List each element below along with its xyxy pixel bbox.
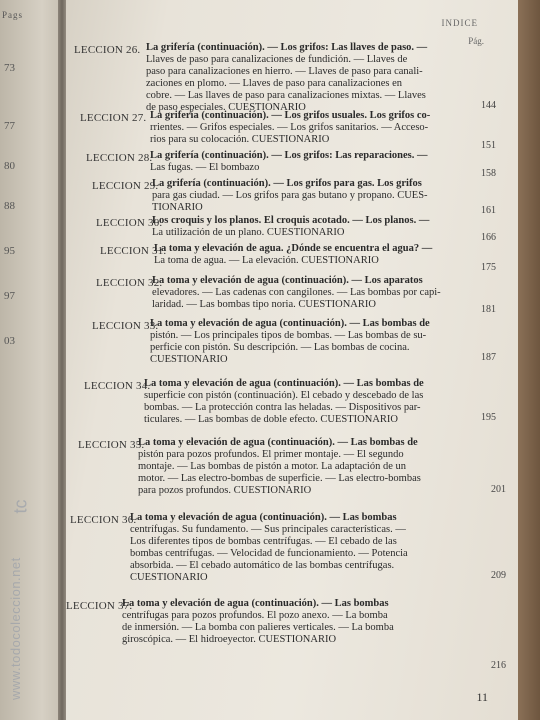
- left-page-number: 03: [4, 335, 15, 347]
- lesson-label: LECCION 28.: [86, 152, 153, 164]
- page-reference: 209: [491, 570, 506, 581]
- page-reference: 158: [481, 168, 496, 179]
- description-line: absorbida. — El cebado automático de las bombas centrífugas.: [130, 560, 395, 571]
- description-line: La toma de agua. — La elevación. CUESTIONARIO: [154, 255, 379, 266]
- lesson-label: LECCION 31.: [100, 245, 167, 257]
- description-line: cobre. — Las llaves de paso para canalizaciones mixtas. — Llaves: [146, 90, 426, 101]
- description-line: laridad. — Las bombas tipo noria. CUESTIONARIO: [152, 299, 376, 310]
- lesson-label: LECCION 32.: [96, 277, 163, 289]
- description-line: La toma y elevación de agua (continuación). — Las bombas de: [150, 318, 430, 329]
- description-line: rios para su colocación. CUESTIONARIO: [150, 134, 330, 145]
- description-line: para pozos profundos. CUESTIONARIO: [138, 485, 312, 496]
- lesson-description: [152, 178, 428, 214]
- lesson-description: [150, 110, 430, 146]
- lesson-label: LECCION 37.: [66, 600, 133, 612]
- lesson-description: [146, 42, 427, 114]
- left-page-number: 97: [4, 290, 15, 302]
- page-reference: 151: [481, 140, 496, 151]
- description-line: La toma y elevación de agua (continuación). — Los aparatos: [152, 275, 423, 286]
- description-line: Llaves de paso para canalizaciones de fundición. — Llaves de: [146, 54, 408, 65]
- description-line: zaciones en plomo. — Llaves de paso para canalizaciones en: [146, 78, 402, 89]
- lesson-label: LECCION 29.: [92, 180, 159, 192]
- description-line: TIONARIO: [152, 202, 203, 213]
- description-line: La grifería (continuación). — Los grifos para gas. Los grifos: [152, 178, 422, 189]
- description-line: La grifería (continuación). — Los grifos: Las llaves de paso. —: [146, 42, 428, 53]
- lesson-description: [144, 378, 424, 426]
- description-line: de inmersión. — La bomba con palieres verticales. — La bomba: [122, 622, 394, 633]
- left-page-number: 95: [4, 245, 15, 257]
- page-reference: 166: [481, 232, 496, 243]
- description-line: La toma y elevación de agua (continuación). — Las bombas de: [138, 437, 418, 448]
- description-line: La toma y elevación de agua. ¿Dónde se encuentra el agua? —: [154, 243, 433, 254]
- description-line: rrientes. — Grifos especiales. — Los grifos sanitarios. — Acceso-: [150, 122, 429, 133]
- description-line: para gas ciudad. — Los grifos para gas butano y propano. CUES-: [152, 190, 428, 201]
- watermark-text: www.todocoleccion.net: [8, 557, 23, 700]
- description-line: pistón para pozos profundos. El primer montaje. — El segundo: [138, 449, 404, 460]
- page-reference: 201: [491, 484, 506, 495]
- description-line: La grifería (continuación). — Los grifos: Las reparaciones. —: [150, 150, 428, 161]
- description-line: La grifería (continuación). — Los grifos usuales. Los grifos co-: [150, 110, 431, 121]
- description-line: de paso especiales. CUESTIONARIO: [146, 102, 306, 113]
- description-line: Los diferentes tipos de bombas centrífugas. — El cebado de las: [130, 536, 397, 547]
- lesson-label: LECCION 35.: [78, 439, 145, 451]
- page-reference: 187: [481, 352, 496, 363]
- lesson-description: [122, 598, 394, 646]
- lesson-label: LECCION 26.: [74, 44, 141, 56]
- lesson-description: [130, 512, 408, 584]
- page-column-header: Pág.: [468, 36, 484, 46]
- description-line: pistón. — Los principales tipos de bombas. — Las bombas de su-: [150, 330, 427, 341]
- description-line: Los croquis y los planos. El croquis acotado. — Los planos. —: [152, 215, 430, 226]
- left-page-number: 88: [4, 200, 15, 212]
- description-line: paso para canalizaciones en hierro. — Llaves de paso para canali-: [146, 66, 423, 77]
- lesson-label: LECCION 33.: [92, 320, 159, 332]
- page-reference: 161: [481, 205, 496, 216]
- page-reference: 195: [481, 412, 496, 423]
- index-header: INDICE: [441, 18, 478, 28]
- lesson-description: [150, 318, 430, 366]
- description-line: bombas centrífugas. — Velocidad de funcionamiento. — Potencia: [130, 548, 408, 559]
- page-number: 11: [476, 690, 488, 704]
- lesson-description: [138, 437, 421, 497]
- watermark-logo: tc: [10, 499, 31, 514]
- index-page: [66, 0, 518, 720]
- left-page-header: Pags: [2, 10, 24, 20]
- description-line: giroscópica. — El hidroeyector. CUESTIONARIO: [122, 634, 337, 645]
- description-line: superficie con pistón (continuación). El cebado y descebado de las: [144, 390, 424, 401]
- page-reference: 144: [481, 100, 496, 111]
- page-reference: 216: [491, 660, 506, 671]
- description-line: bombas. — La protección contra las heladas. — Dispositivos par-: [144, 402, 421, 413]
- lesson-description: [150, 150, 427, 174]
- description-line: La toma y elevación de agua (continuación). — Las bombas de: [144, 378, 424, 389]
- description-line: ticulares. — Las bombas de doble efecto. CUESTIONARIO: [144, 414, 398, 425]
- description-line: montaje. — Las bombas de pistón a motor. La adaptación de un: [138, 461, 406, 472]
- description-line: perficie con pistón. Su descripción. — Las bombas de cocina.: [150, 342, 410, 353]
- left-page-number: 77: [4, 120, 15, 132]
- description-line: La utilización de un plano. CUESTIONARIO: [152, 227, 345, 238]
- left-page-number: 80: [4, 160, 15, 172]
- description-line: La toma y elevación de agua (continuación). — Las bombas: [122, 598, 389, 609]
- description-line: La toma y elevación de agua (continuación). — Las bombas: [130, 512, 397, 523]
- description-line: Las fugas. — El bombazo: [150, 162, 260, 173]
- page-edge: [518, 0, 540, 720]
- description-line: CUESTIONARIO: [150, 354, 228, 365]
- lesson-label: LECCION 30.: [96, 217, 163, 229]
- description-line: elevadores. — Las cadenas con cangilones. — Las bombas por capi-: [152, 287, 441, 298]
- lesson-description: [152, 275, 441, 311]
- page-reference: 181: [481, 304, 496, 315]
- page-reference: 175: [481, 262, 496, 273]
- lesson-description: [154, 243, 432, 267]
- lesson-label: LECCION 36.: [70, 514, 137, 526]
- lesson-label: LECCION 34.: [84, 380, 151, 392]
- description-line: CUESTIONARIO: [130, 572, 208, 583]
- description-line: centrífugas. Su fundamento. — Sus principales características. —: [130, 524, 406, 535]
- description-line: centrífugas para pozos profundos. El pozo anexo. — La bomba: [122, 610, 388, 621]
- description-line: motor. — Las electro-bombas de superficie. — Las electro-bombas: [138, 473, 421, 484]
- left-page-number: 73: [4, 62, 15, 74]
- lesson-description: [152, 215, 429, 239]
- lesson-label: LECCION 27.: [80, 112, 147, 124]
